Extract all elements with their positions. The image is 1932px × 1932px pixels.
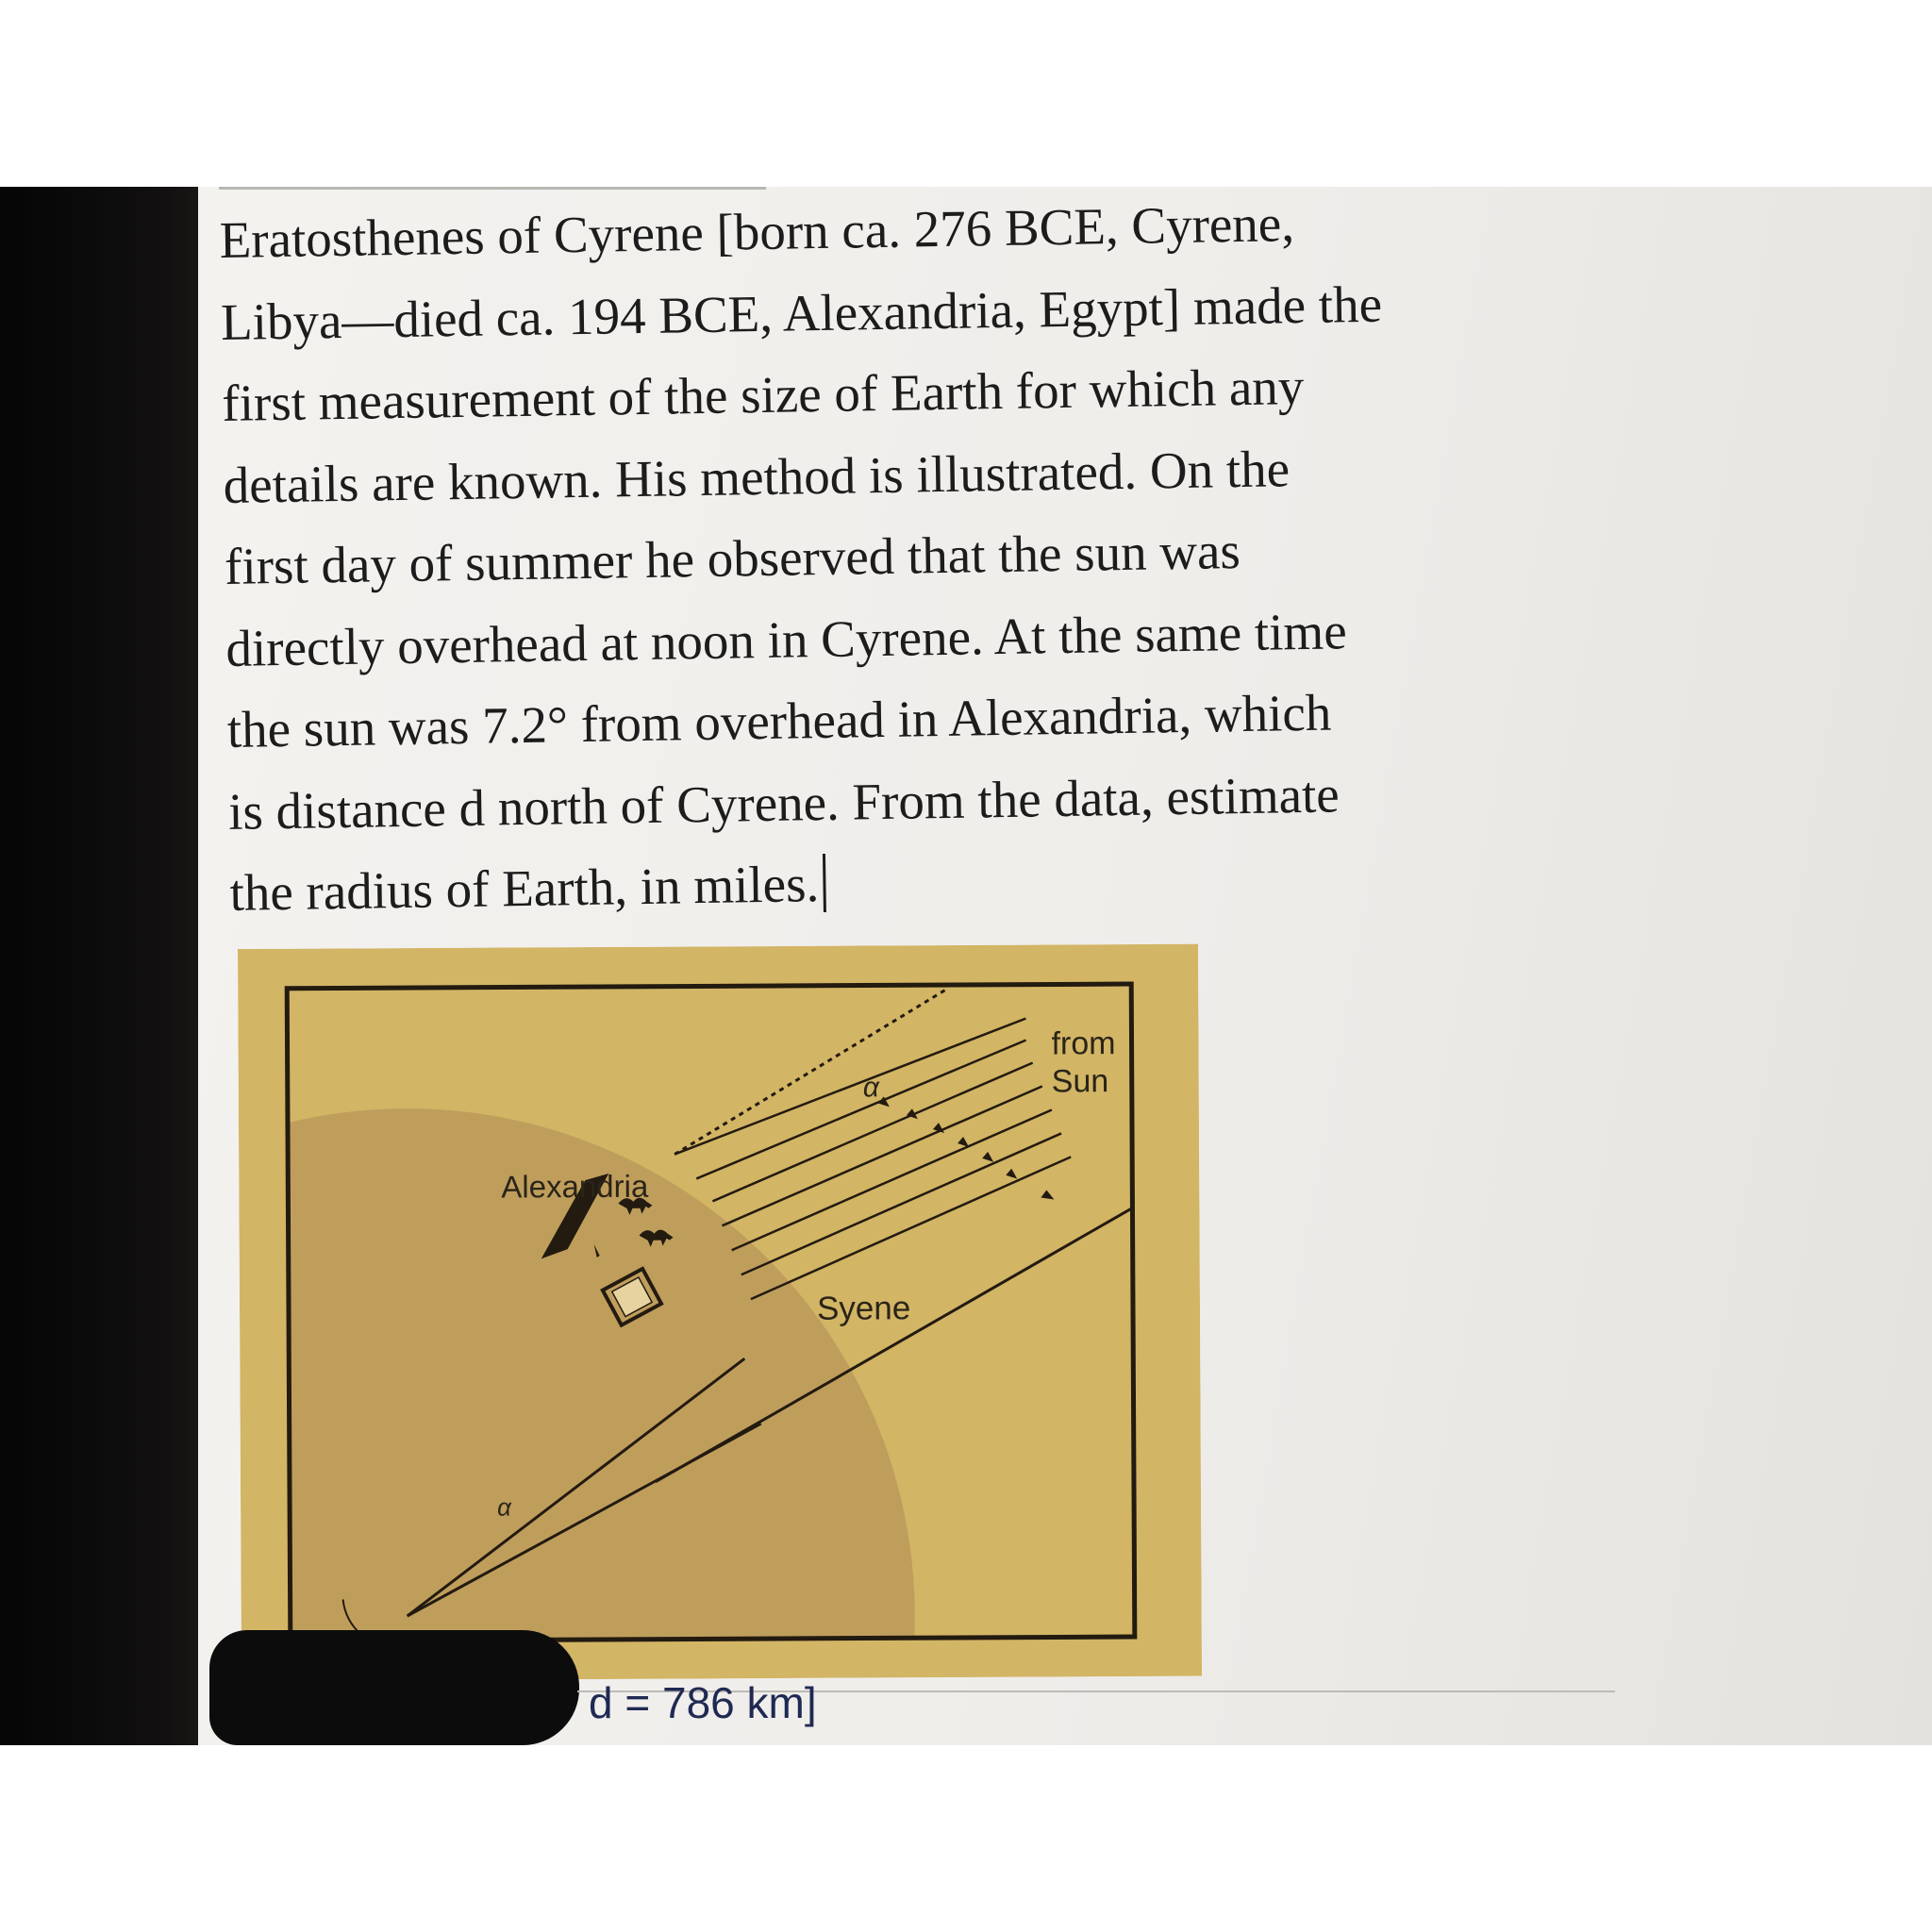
diagram-svg bbox=[238, 944, 1202, 1681]
question-text bbox=[219, 187, 1607, 934]
question-line: Libya—died ca. 194 BCE, Alexandria, Egypt] made the bbox=[220, 275, 1383, 351]
question-line: first day of summer he observed that the sun was bbox=[224, 522, 1241, 595]
question-line: the sun was 7.2° from overhead in Alexandria, which bbox=[226, 683, 1332, 758]
text-cursor bbox=[823, 854, 826, 912]
label-syene: Syene bbox=[816, 1290, 911, 1327]
answer-note: d = 786 km] bbox=[589, 1678, 817, 1727]
photo-frame bbox=[0, 187, 1932, 1745]
monitor-bezel bbox=[0, 187, 209, 1745]
label-sun: Sun bbox=[1051, 1063, 1109, 1100]
label-from: from bbox=[1051, 1025, 1116, 1062]
top-divider bbox=[219, 187, 766, 190]
label-alexandria: Alexandria bbox=[501, 1168, 649, 1205]
question-line: directly overhead at noon in Cyrene. At the same time bbox=[225, 601, 1348, 677]
question-line: details are known. His method is illustrated. On the bbox=[223, 439, 1291, 514]
question-line: first measurement of the size of Earth for which any bbox=[221, 357, 1305, 432]
redaction-blob bbox=[209, 1630, 579, 1745]
eratosthenes-diagram bbox=[238, 944, 1202, 1681]
label-alpha-top: α bbox=[862, 1072, 879, 1104]
question-line: is distance d north of Cyrene. From the data, estimate bbox=[227, 764, 1341, 841]
label-alpha-center: α bbox=[497, 1492, 512, 1522]
question-line: Eratosthenes of Cyrene [born ca. 276 BCE, Cyrene, bbox=[219, 194, 1295, 269]
question-line: the radius of Earth, in miles. bbox=[229, 855, 820, 922]
